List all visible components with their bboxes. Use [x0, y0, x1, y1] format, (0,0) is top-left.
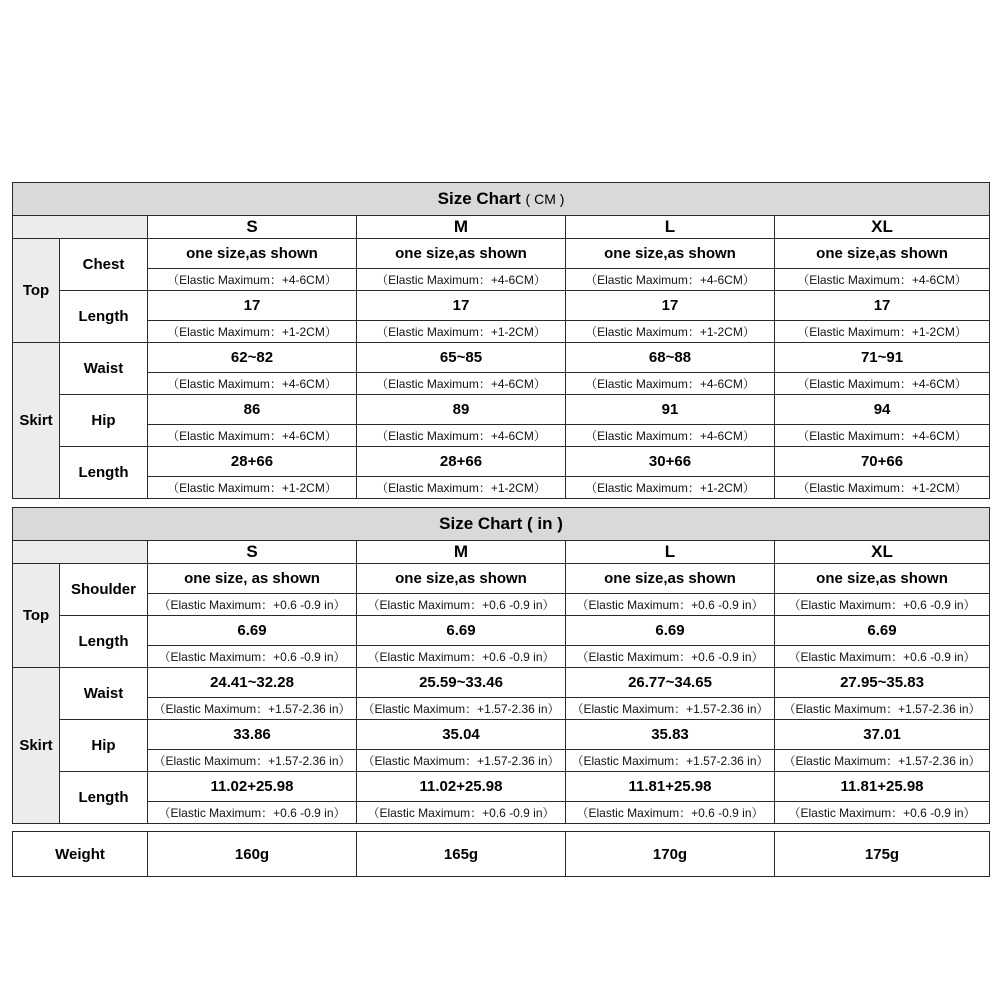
value-cell: 89 [357, 395, 566, 425]
elastic-note: （Elastic Maximum：+4-6CM） [566, 269, 775, 291]
value-cell: 35.83 [566, 720, 775, 750]
value-cell: one size,as shown [566, 239, 775, 269]
elastic-note: （Elastic Maximum：+1-2CM） [357, 321, 566, 343]
elastic-note: （Elastic Maximum：+1-2CM） [775, 321, 990, 343]
elastic-note: （Elastic Maximum：+0.6 -0.9 in） [148, 594, 357, 616]
value-cell: 11.02+25.98 [148, 772, 357, 802]
measure-label-length: Length [60, 616, 148, 668]
elastic-note: （Elastic Maximum：+0.6 -0.9 in） [148, 802, 357, 824]
value-cell: 6.69 [357, 616, 566, 646]
value-cell: 71~91 [775, 343, 990, 373]
value-cell: 35.04 [357, 720, 566, 750]
elastic-note: （Elastic Maximum：+1.57-2.36 in） [775, 750, 990, 772]
elastic-note: （Elastic Maximum：+1.57-2.36 in） [148, 698, 357, 720]
elastic-note: （Elastic Maximum：+4-6CM） [148, 373, 357, 395]
value-cell: 17 [566, 291, 775, 321]
size-header-xl: XL [775, 216, 990, 239]
value-cell: 86 [148, 395, 357, 425]
value-cell: 11.02+25.98 [357, 772, 566, 802]
value-cell: 17 [357, 291, 566, 321]
measure-label-length: Length [60, 291, 148, 343]
measure-label-hip: Hip [60, 720, 148, 772]
elastic-note: （Elastic Maximum：+1-2CM） [775, 477, 990, 499]
elastic-note: （Elastic Maximum：+1.57-2.36 in） [357, 698, 566, 720]
value-cell: 28+66 [357, 447, 566, 477]
weight-table [12, 831, 990, 877]
elastic-note: （Elastic Maximum：+1.57-2.36 in） [566, 698, 775, 720]
group-label-top: Top [13, 239, 60, 343]
elastic-note: （Elastic Maximum：+0.6 -0.9 in） [775, 646, 990, 668]
measure-label-length: Length [60, 772, 148, 824]
value-cell: one size,as shown [566, 564, 775, 594]
elastic-note: （Elastic Maximum：+0.6 -0.9 in） [775, 594, 990, 616]
value-cell: one size,as shown [357, 564, 566, 594]
value-cell: 6.69 [148, 616, 357, 646]
elastic-note: （Elastic Maximum：+0.6 -0.9 in） [148, 646, 357, 668]
value-cell: one size,as shown [775, 564, 990, 594]
value-cell: 17 [148, 291, 357, 321]
value-cell: 37.01 [775, 720, 990, 750]
elastic-note: （Elastic Maximum：+1.57-2.36 in） [566, 750, 775, 772]
value-cell: one size,as shown [775, 239, 990, 269]
measure-label-chest: Chest [60, 239, 148, 291]
size-chart-in [12, 507, 990, 824]
chart-title-text: Size Chart [437, 189, 521, 208]
value-cell: 26.77~34.65 [566, 668, 775, 698]
measure-label-length: Length [60, 447, 148, 499]
header-blank [13, 216, 148, 239]
chart-title [13, 183, 990, 216]
measure-label-waist: Waist [60, 343, 148, 395]
measure-label-shoulder: Shoulder [60, 564, 148, 616]
elastic-note: （Elastic Maximum：+4-6CM） [357, 269, 566, 291]
value-cell: 91 [566, 395, 775, 425]
elastic-note: （Elastic Maximum：+1-2CM） [357, 477, 566, 499]
value-cell: 30+66 [566, 447, 775, 477]
weight-value: 175g [775, 832, 990, 877]
elastic-note: （Elastic Maximum：+0.6 -0.9 in） [566, 802, 775, 824]
elastic-note: （Elastic Maximum：+4-6CM） [775, 373, 990, 395]
elastic-note: （Elastic Maximum：+4-6CM） [357, 425, 566, 447]
value-cell: 62~82 [148, 343, 357, 373]
elastic-note: （Elastic Maximum：+4-6CM） [148, 269, 357, 291]
value-cell: 65~85 [357, 343, 566, 373]
elastic-note: （Elastic Maximum：+4-6CM） [357, 373, 566, 395]
size-header-m: M [357, 216, 566, 239]
value-cell: one size, as shown [148, 564, 357, 594]
chart-unit: ( CM ) [525, 191, 565, 207]
value-cell: 11.81+25.98 [775, 772, 990, 802]
weight-value: 170g [566, 832, 775, 877]
chart-title: Size Chart ( in ) [13, 508, 990, 541]
value-cell: 6.69 [775, 616, 990, 646]
elastic-note: （Elastic Maximum：+0.6 -0.9 in） [357, 646, 566, 668]
value-cell: one size,as shown [148, 239, 357, 269]
size-header-l: L [566, 541, 775, 564]
value-cell: 94 [775, 395, 990, 425]
value-cell: 11.81+25.98 [566, 772, 775, 802]
value-cell: 6.69 [566, 616, 775, 646]
size-header-l: L [566, 216, 775, 239]
value-cell: 17 [775, 291, 990, 321]
size-header-xl: XL [775, 541, 990, 564]
elastic-note: （Elastic Maximum：+4-6CM） [148, 425, 357, 447]
elastic-note: （Elastic Maximum：+1.57-2.36 in） [148, 750, 357, 772]
value-cell: 27.95~35.83 [775, 668, 990, 698]
elastic-note: （Elastic Maximum：+1-2CM） [148, 477, 357, 499]
measure-label-waist: Waist [60, 668, 148, 720]
elastic-note: （Elastic Maximum：+1-2CM） [566, 321, 775, 343]
group-label-top: Top [13, 564, 60, 668]
elastic-note: （Elastic Maximum：+0.6 -0.9 in） [357, 594, 566, 616]
size-chart-cm [12, 182, 990, 499]
size-header-s: S [148, 541, 357, 564]
group-label-skirt: Skirt [13, 668, 60, 824]
elastic-note: （Elastic Maximum：+1.57-2.36 in） [775, 698, 990, 720]
elastic-note: （Elastic Maximum：+4-6CM） [775, 425, 990, 447]
elastic-note: （Elastic Maximum：+0.6 -0.9 in） [357, 802, 566, 824]
weight-label: Weight [13, 832, 148, 877]
elastic-note: （Elastic Maximum：+4-6CM） [566, 425, 775, 447]
elastic-note: （Elastic Maximum：+0.6 -0.9 in） [566, 646, 775, 668]
value-cell: 33.86 [148, 720, 357, 750]
value-cell: 70+66 [775, 447, 990, 477]
elastic-note: （Elastic Maximum：+0.6 -0.9 in） [775, 802, 990, 824]
value-cell: one size,as shown [357, 239, 566, 269]
group-label-skirt: Skirt [13, 343, 60, 499]
size-header-m: M [357, 541, 566, 564]
elastic-note: （Elastic Maximum：+4-6CM） [566, 373, 775, 395]
value-cell: 68~88 [566, 343, 775, 373]
weight-value: 160g [148, 832, 357, 877]
measure-label-hip: Hip [60, 395, 148, 447]
header-blank [13, 541, 148, 564]
elastic-note: （Elastic Maximum：+1.57-2.36 in） [357, 750, 566, 772]
value-cell: 25.59~33.46 [357, 668, 566, 698]
weight-value: 165g [357, 832, 566, 877]
elastic-note: （Elastic Maximum：+1-2CM） [148, 321, 357, 343]
value-cell: 24.41~32.28 [148, 668, 357, 698]
elastic-note: （Elastic Maximum：+4-6CM） [775, 269, 990, 291]
value-cell: 28+66 [148, 447, 357, 477]
elastic-note: （Elastic Maximum：+0.6 -0.9 in） [566, 594, 775, 616]
size-header-s: S [148, 216, 357, 239]
elastic-note: （Elastic Maximum：+1-2CM） [566, 477, 775, 499]
